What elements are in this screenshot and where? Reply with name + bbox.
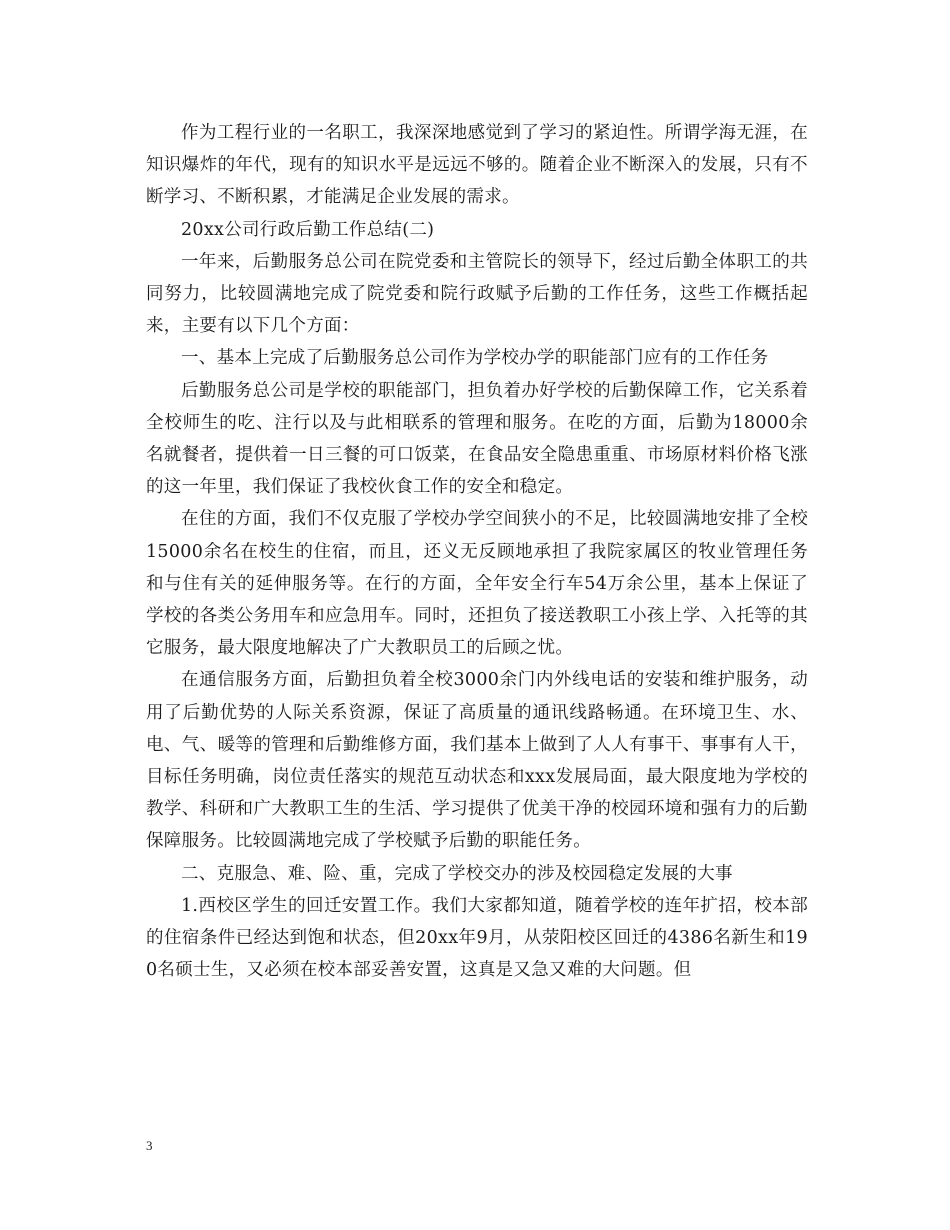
document-body — [146, 117, 808, 986]
section-heading: 一、基本上完成了后勤服务总公司作为学校办学的职能部门应有的工作任务 — [181, 348, 769, 369]
paragraph: 作为工程行业的一名职工，我深深地感觉到了学习的紧迫性。所谓学海无涯，在知识爆炸的年代，现有的知识水平是远远不够的。随着企业不断深入的发展，只有不断学习、不断积累，才能满足企业发展的需求。 — [146, 123, 808, 208]
paragraph: 1.西校区学生的回迁安置工作。我们大家都知道，随着学校的连年扩招，校本部的住宿条件已经达到饱和状态，但20xx年9月，从荥阳校区回迁的4386名新生和190名硕士生，又必须在校本部妥善安置，这真是又急又难的大问题。但 — [146, 895, 808, 981]
section-heading: 二、克服急、难、险、重，完成了学校交办的涉及校园稳定发展的大事 — [181, 863, 733, 884]
paragraph: 一年来，后勤服务总公司在院党委和主管院长的领导下，经过后勤全体职工的共同努力，比较圆满地完成了院党委和院行政赋予后勤的工作任务，这些工作概括起来，主要有以下几个方面： — [146, 251, 808, 337]
paragraph: 后勤服务总公司是学校的职能部门，担负着办好学校的后勤保障工作，它关系着全校师生的吃、注行以及与此相联系的管理和服务。在吃的方面，后勤为18000余名就餐者，提供着一日三餐的可口饭菜，在食品安全隐患重重、市场原材料价格飞涨的这一年里，我们保证了我校伙食工作的安全和稳定。 — [146, 380, 808, 498]
section-heading: 20xx公司行政后勤工作总结(二) — [181, 219, 435, 240]
paragraph: 在通信服务方面，后勤担负着全校3000余门内外线电话的安装和维护服务，动用了后勤优势的人际关系资源，保证了高质量的通讯线路畅通。在环境卫生、水、电、气、暖等的管理和后勤维修方面，我们基本上做到了人人有事干、事事有人干，目标任务明确，岗位责任落实的规范互动状态和xxx发展局面，最大限度地为学校的教学、科研和广大教职工生的生活、学习提供了优美干净的校园环境和强有力的后勤保障服务。比较圆满地完成了学校赋予后勤的职能任务。 — [146, 670, 808, 852]
paragraph: 在住的方面，我们不仅克服了学校办学空间狭小的不足，比较圆满地安排了全校15000余名在校生的住宿，而且，还义无反顾地承担了我院家属区的牧业管理任务和与住有关的延伸服务等。在行的方面，全年安全行车54万余公里，基本上保证了学校的各类公务用车和应急用车。同时，还担负了接送教职工小孩上学、入托等的其它服务，最大限度地解决了广大教职员工的后顾之忧。 — [146, 509, 808, 659]
page-number: 3 — [146, 1138, 153, 1153]
